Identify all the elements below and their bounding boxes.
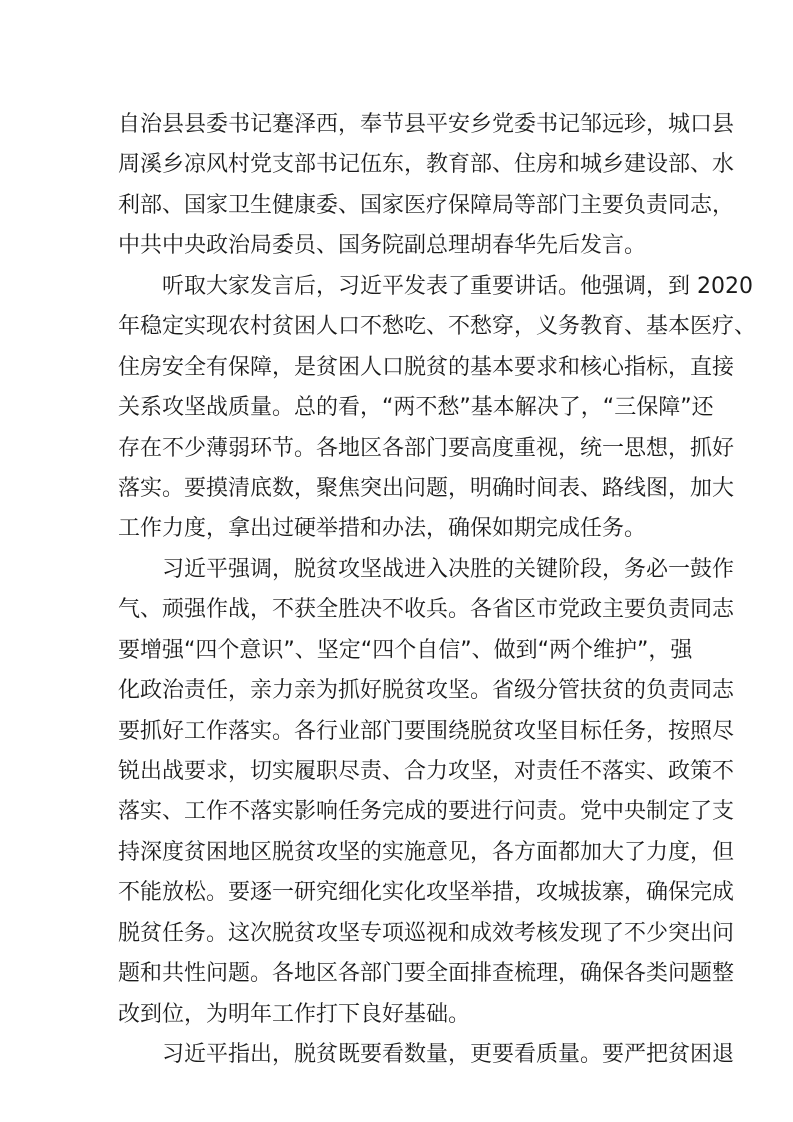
text-line: 存在不少薄弱环节。各地区各部门要高度重视，统一思想，抓好	[118, 435, 735, 461]
text-line: 落实、工作不落实影响任务完成的要进行问责。党中央制定了支	[118, 799, 735, 825]
text-line: 习近平指出，脱贫既要看数量，更要看质量。要严把贫困退	[162, 1042, 735, 1068]
text-line: 脱贫任务。这次脱贫攻坚专项巡视和成效考核发现了不少突出问	[118, 920, 735, 946]
paragraph	[118, 105, 735, 267]
text-line: 锐出战要求，切实履职尽责、合力攻坚，对责任不落实、政策不	[118, 759, 735, 784]
text-line: 工作力度，拿出过硬举措和办法，确保如期完成任务。	[118, 516, 647, 542]
paragraph	[118, 1035, 735, 1075]
text-line: 化政治责任，亲力亲为抓好脱贫攻坚。省级分管扶贫的负责同志	[118, 678, 735, 704]
text-line: 习近平强调，脱贫攻坚战进入决胜的关键阶段，务必一鼓作	[162, 556, 735, 582]
paragraph	[118, 550, 735, 1035]
text-line: 气、顽强作战，不获全胜决不收兵。各省区市党政主要负责同志	[118, 597, 735, 623]
document-body	[118, 105, 757, 1076]
text-line: 落实。要摸清底数，聚焦突出问题，明确时间表、路线图，加大	[118, 475, 735, 501]
text-line: 持深度贫困地区脱贫攻坚的实施意见，各方面都加大了力度，但	[118, 839, 735, 865]
text-line: 改到位，为明年工作打下良好基础。	[118, 1001, 471, 1027]
text-line: 题和共性问题。各地区各部门要全面排查梳理，确保各类问题整	[118, 961, 735, 987]
text-line: 利部、国家卫生健康委、国家医疗保障局等部门主要负责同志，	[118, 192, 735, 218]
text-line: 周溪乡凉风村党支部书记伍东，教育部、住房和城乡建设部、水	[118, 152, 735, 178]
text-line: 要抓好工作落实。各行业部门要围绕脱贫攻坚目标任务，按照尽	[118, 718, 735, 744]
text-line: 年稳定实现农村贫困人口不愁吃、不愁穿，义务教育、基本医疗、	[118, 314, 757, 340]
text-line: 要增强“四个意识”、坚定“四个自信”、做到“两个维护”，强	[118, 637, 693, 663]
text-line: 中共中央政治局委员、国务院副总理胡春华先后发言。	[118, 233, 647, 259]
text-line: 自治县县委书记蹇泽西，奉节县平安乡党委书记邹远珍，城口县	[118, 112, 735, 137]
paragraph	[118, 267, 757, 550]
text-line: 听取大家发言后，习近平发表了重要讲话。他强调，到 2020	[162, 273, 753, 299]
text-line: 住房安全有保障，是贫困人口脱贫的基本要求和核心指标，直接	[118, 354, 735, 380]
text-line: 不能放松。要逐一研究细化实化攻坚举措，攻城拔寨，确保完成	[118, 880, 735, 906]
text-line: 关系攻坚战质量。总的看，“两不愁”基本解决了，“三保障”还	[118, 395, 714, 421]
